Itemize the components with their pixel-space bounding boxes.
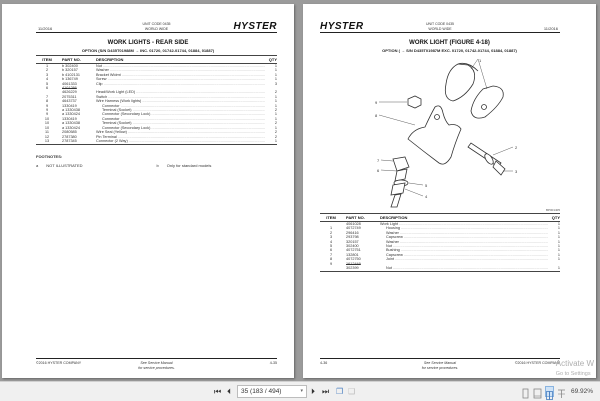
- page-subtitle: OPTION ( → S/N D435T01987M EXC. 01720, 01742-01744, 01884, 01887): [382, 48, 517, 53]
- qty-cell: 3: [274, 81, 277, 86]
- item-cell: 4: [329, 239, 333, 244]
- activate-windows-watermark: Activate W Go to Settings: [555, 359, 594, 377]
- part-number-cell: 2075311: [62, 94, 77, 99]
- svg-text:7: 7: [377, 158, 380, 163]
- qty-cell: 1: [557, 239, 560, 244]
- part-number-cell: 4072750: [346, 257, 361, 262]
- svg-text:5: 5: [425, 183, 428, 188]
- item-cell: 10: [44, 125, 50, 130]
- copy-page-icon[interactable]: ❐: [336, 387, 344, 396]
- item-cell: 9: [45, 103, 49, 108]
- part-number-cell: 1330419: [62, 116, 77, 121]
- part-number-cell: 4626229: [62, 90, 77, 95]
- part-number-cell: 4072749: [346, 226, 361, 231]
- item-cell: 10: [44, 116, 50, 121]
- part-number-cell: 2080585: [62, 130, 77, 135]
- qty-cell: 1: [557, 252, 560, 257]
- item-cell: 3: [45, 72, 49, 77]
- table-header: ITEM PART NO. DESCRIPTION QTY: [36, 55, 277, 64]
- description-cell: Terminal (Socket) .....: [96, 108, 265, 112]
- page-footer: ©2016 HYSTER COMPANY See Service Manual for service procedures. 4-35: [36, 358, 277, 370]
- item-cell: 1: [329, 226, 333, 231]
- item-cell: 6: [329, 248, 333, 253]
- qty-cell: 2: [274, 134, 277, 139]
- item-cell: 9: [329, 261, 333, 266]
- continuous-view-icon[interactable]: [533, 386, 542, 397]
- description-cell: Washer .....: [380, 231, 548, 235]
- item-cell: 5: [329, 244, 333, 249]
- part-number-cell: a 1330438: [62, 108, 80, 113]
- table-bottom-rule: [320, 270, 560, 272]
- description-cell: Joint .....: [380, 257, 548, 261]
- header-date: 11/2016: [543, 26, 558, 31]
- qty-cell: 1: [274, 72, 277, 77]
- table-header: ITEM PART NO. DESCRIPTION QTY: [320, 213, 560, 222]
- part-number-cell: a 1330424: [62, 125, 80, 130]
- page-title: WORK LIGHTS - REAR SIDE: [107, 40, 189, 46]
- page-right: [303, 4, 596, 378]
- qty-cell: 1: [274, 99, 277, 104]
- footnote-b: b Only for standard models: [156, 163, 212, 168]
- description-cell: Connector (2 Way) .....: [96, 139, 265, 143]
- item-cell: 8: [45, 99, 49, 104]
- description-cell: Head/Work Light (LED) .....: [96, 90, 265, 94]
- part-number-cell: 320157: [346, 239, 359, 244]
- table-body: [320, 222, 560, 270]
- part-number-cell: 302400: [346, 244, 359, 249]
- part-number-cell: 4061028: [346, 222, 361, 226]
- table-bottom-rule: [36, 143, 277, 145]
- item-cell: 5: [45, 81, 49, 86]
- footer-note: See Service Manual for service procedures.: [421, 361, 459, 370]
- svg-text:3: 3: [515, 169, 518, 174]
- hyster-logo: HYSTER: [233, 21, 277, 32]
- first-page-icon[interactable]: ⏮: [214, 387, 222, 396]
- part-number-cell: 132801: [346, 252, 359, 257]
- item-cell: 8: [329, 257, 333, 262]
- qty-cell: 1: [557, 257, 560, 262]
- part-number-cell: b 302400: [62, 64, 78, 68]
- footer-note: See Service Manual for service procedures.: [138, 361, 175, 370]
- item-cell: 9: [45, 108, 49, 113]
- table-row: [320, 266, 560, 270]
- page-footer: 4-36 See Service Manual for service procedures. ©2016 HYSTER COMPANY: [320, 358, 560, 370]
- qty-cell: 2: [274, 90, 277, 95]
- part-number-cell: 1612449: [346, 261, 361, 266]
- table-body: [36, 64, 277, 143]
- item-cell: 7: [329, 252, 333, 257]
- part-number-cell: 293798: [346, 235, 359, 240]
- description-cell: Screw .....: [96, 77, 265, 81]
- qty-cell: 1: [274, 138, 277, 143]
- chevron-down-icon: ▾: [300, 388, 303, 394]
- description-cell: Work Light .....: [380, 222, 548, 226]
- table-row: [36, 139, 277, 143]
- svg-text:2: 2: [515, 145, 518, 150]
- qty-cell: 1: [274, 94, 277, 99]
- part-number-cell: 1330419: [62, 103, 77, 108]
- qty-cell: 1: [557, 222, 560, 226]
- page-number: 4-35: [269, 361, 277, 365]
- footnote-a: a NOT ILLUSTRATED: [36, 163, 83, 168]
- parts-table: [36, 55, 277, 145]
- part-number-cell: a 1330424: [62, 112, 80, 117]
- description-cell: Connector .....: [96, 117, 265, 121]
- item-cell: 9: [45, 112, 49, 117]
- svg-text:6: 6: [377, 168, 380, 173]
- qty-cell: 1: [274, 68, 277, 73]
- qty-cell: 1: [274, 64, 277, 68]
- description-cell: Bushing .....: [380, 248, 548, 252]
- item-cell: 2: [329, 230, 333, 235]
- description-cell: Wire Harness (Work lights) .....: [96, 99, 265, 103]
- part-number-cell: a 1330438: [62, 121, 80, 126]
- description-cell: Washer .....: [96, 68, 265, 72]
- description-cell: Connector (Secondary Lock) .....: [96, 126, 265, 130]
- description-cell: Switch .....: [96, 95, 265, 99]
- part-number-cell: b 136749: [62, 77, 78, 82]
- qty-cell: 1: [274, 112, 277, 117]
- qty-cell: 1: [274, 103, 277, 108]
- item-cell: 3: [329, 235, 333, 240]
- paste-page-icon[interactable]: ❑: [348, 387, 356, 396]
- part-number-cell: b 320157: [62, 68, 78, 73]
- header-date: 11/2016: [38, 26, 53, 31]
- part-number-cell: 4101286: [62, 86, 77, 91]
- navigation-toolbar: [0, 381, 600, 401]
- previous-page-icon[interactable]: ⏴: [227, 387, 231, 396]
- qty-cell: 2: [274, 121, 277, 126]
- item-cell: 7: [45, 94, 49, 99]
- item-cell: 12: [44, 134, 50, 139]
- page-left: [2, 4, 294, 378]
- qty-cell: 1: [274, 125, 277, 130]
- parts-table: [320, 213, 560, 272]
- qty-cell: 1: [274, 116, 277, 121]
- qty-cell: 2: [274, 130, 277, 135]
- figure-code: BP001405: [545, 208, 560, 212]
- qty-cell: 1: [557, 226, 560, 231]
- description-cell: Nut .....: [380, 244, 548, 248]
- description-cell: Pin Terminal .....: [96, 135, 265, 139]
- page-number: 4-36: [320, 361, 328, 365]
- description-cell: Washer .....: [380, 240, 548, 244]
- qty-cell: 1: [557, 266, 560, 271]
- item-cell: [320, 266, 342, 270]
- page-header: [36, 21, 277, 33]
- hyster-logo: HYSTER: [320, 21, 364, 32]
- last-page-icon[interactable]: ⏭: [322, 387, 330, 396]
- item-cell: 4: [45, 77, 49, 82]
- item-cell: 11: [45, 130, 49, 135]
- description-cell: Connector (Secondary Lock) .....: [96, 112, 265, 116]
- svg-text:1: 1: [479, 59, 482, 63]
- description-cell: Housing .....: [380, 226, 548, 230]
- page-header: [320, 21, 560, 33]
- svg-text:8: 8: [375, 113, 378, 118]
- description-cell: Bracket Wldmt .....: [96, 73, 265, 77]
- part-number-cell: 4643737: [62, 99, 77, 104]
- two-page-continuous-view-icon[interactable]: [557, 386, 566, 397]
- description-cell: Wire Seal (Yellow) .....: [96, 130, 265, 134]
- page-subtitle: OPTION (S/N D435T01988M → INC. 01720, 01742-01744, 01884, 01887): [81, 48, 215, 53]
- item-cell: 2: [45, 68, 49, 73]
- part-number-cell: 2787380: [62, 134, 77, 139]
- qty-cell: 1: [557, 244, 560, 249]
- description-cell: Nut .....: [380, 266, 548, 270]
- header-unit-code: UNIT CODE 0435 WORLD WIDE: [142, 22, 171, 31]
- qty-cell: 1: [557, 248, 560, 253]
- zoom-level[interactable]: 69.92%: [570, 388, 593, 395]
- next-page-icon[interactable]: ⏵: [311, 387, 315, 396]
- item-cell: 1: [45, 64, 49, 68]
- qty-cell: 1: [557, 235, 560, 240]
- page-selector[interactable]: 35 (183 / 494) ▾: [237, 385, 307, 398]
- single-page-view-icon[interactable]: [521, 386, 530, 397]
- svg-text:9: 9: [375, 100, 378, 105]
- part-number-cell: 296416: [346, 230, 359, 235]
- part-number-cell: 4061333: [62, 81, 77, 86]
- description-cell: Nut .....: [96, 64, 265, 68]
- item-cell: 6: [45, 86, 49, 91]
- svg-text:4: 4: [425, 194, 428, 199]
- part-number-cell: 302399: [346, 266, 359, 271]
- page-title: WORK LIGHT (FIGURE 4-18): [409, 40, 490, 46]
- qty-cell: 1: [274, 77, 277, 82]
- exploded-parts-diagram: [353, 59, 553, 209]
- qty-cell: 2: [274, 108, 277, 113]
- description-cell: Capscrew .....: [380, 235, 548, 239]
- description-cell: Connector .....: [96, 104, 265, 108]
- qty-cell: 1: [557, 230, 560, 235]
- part-number-cell: 2787345: [62, 138, 77, 143]
- item-cell: 13: [44, 138, 50, 143]
- description-cell: Capscrew .....: [380, 253, 548, 257]
- header-unit-code: UNIT CODE 0435 WORLD WIDE: [426, 22, 454, 31]
- part-number-cell: 4072751: [346, 248, 361, 253]
- part-number-cell: b 4102131: [62, 72, 80, 77]
- two-page-view-icon[interactable]: [545, 386, 554, 397]
- description-cell: Clip .....: [96, 82, 265, 86]
- item-cell: 10: [44, 121, 50, 126]
- description-cell: Terminal (Socket) .....: [96, 121, 265, 125]
- footnotes: FOOTNOTES: a NOT ILLUSTRATED b Only for standard models: [36, 154, 277, 168]
